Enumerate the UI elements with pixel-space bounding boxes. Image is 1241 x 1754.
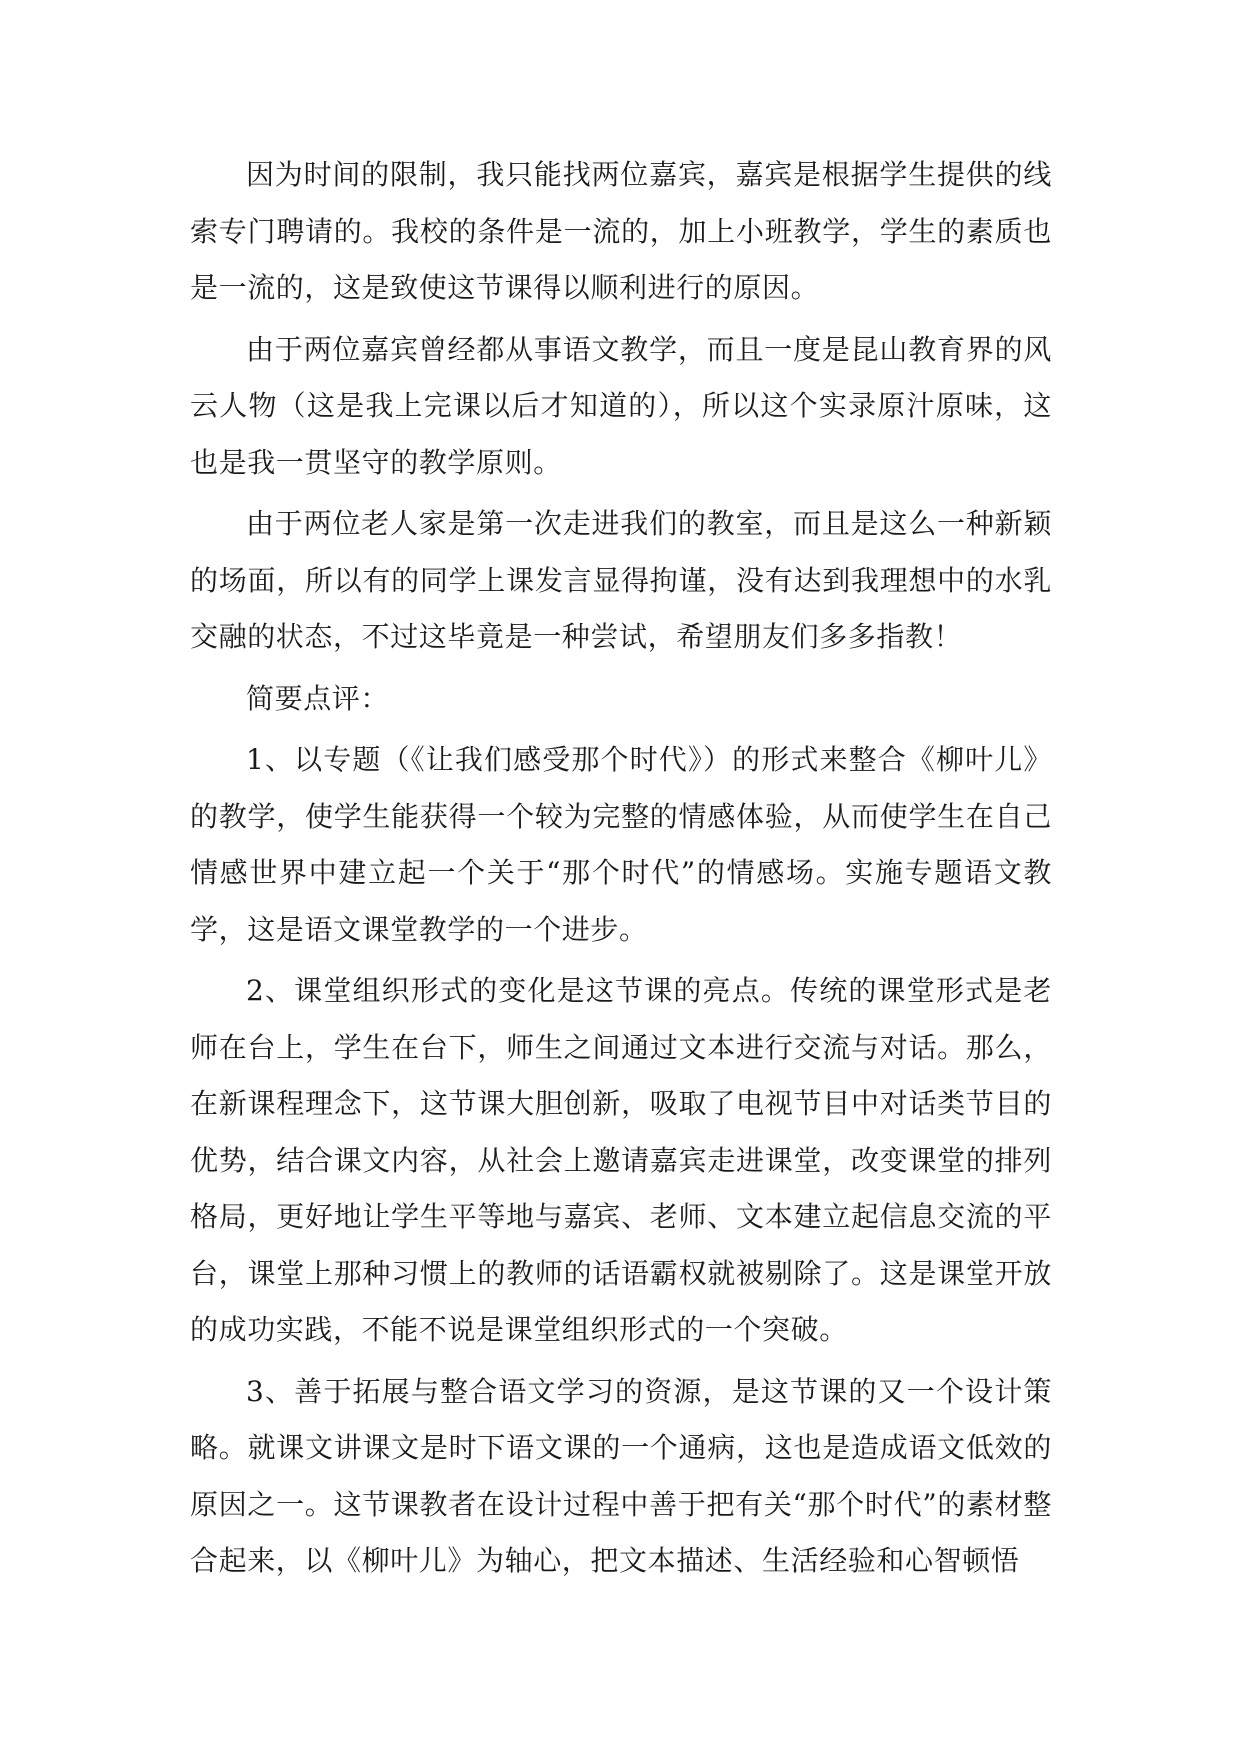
paragraph-review-heading: 简要点评： — [246, 681, 390, 715]
paragraph-guest-background: 由于两位嘉宾曾经都从事语文教学，而且一度是昆山教育界的风云人物（这是我上完课以后才知道的），所以这个实录原汁原味，这也是我一贯坚守的教学原则。 — [190, 332, 1052, 479]
document-body — [190, 147, 1052, 1590]
paragraph-review-point-2: 2、课堂组织形式的变化是这节课的亮点。传统的课堂形式是老师在台上，学生在台下，师生之间通过文本进行交流与对话。那么，在新课程理念下，这节课大胆创新，吸取了电视节目中对话类节目的优势，结合课文内容，从社会上邀请嘉宾走进课堂，改变课堂的排列格局，更好地让学生平等地与嘉宾、老师、文本建立起信息交流的平台，课堂上那种习惯上的教师的话语霸权就被剔除了。这是课堂开放的成功实践，不能不说是课堂组织形式的一个突破。 — [190, 974, 1052, 1346]
paragraph-review-point-1: 1、以专题（《让我们感受那个时代》）的形式来整合《柳叶儿》的教学，使学生能获得一个较为完整的情感体验，从而使学生在自己情感世界中建立起一个关于“那个时代”的情感场。实施专题语文教学，这是语文课堂教学的一个进步。 — [190, 743, 1052, 946]
paragraph-classroom-atmosphere: 由于两位老人家是第一次走进我们的教室，而且是这么一种新颖的场面，所以有的同学上课发言显得拘谨，没有达到我理想中的水乳交融的状态，不过这毕竟是一种尝试，希望朋友们多多指教！ — [190, 507, 1052, 653]
paragraph-review-point-3: 3、善于拓展与整合语文学习的资源，是这节课的又一个设计策略。就课文讲课文是时下语文课的一个通病，这也是造成语文低效的原因之一。这节课教者在设计过程中善于把有关“那个时代”的素材整合起来，以《柳叶儿》为轴心，把文本描述、生活经验和心智顿悟 — [190, 1374, 1052, 1577]
paragraph-guest-selection: 因为时间的限制，我只能找两位嘉宾，嘉宾是根据学生提供的线索专门聘请的。我校的条件是一流的，加上小班教学，学生的素质也是一流的，这是致使这节课得以顺利进行的原因。 — [190, 158, 1052, 304]
